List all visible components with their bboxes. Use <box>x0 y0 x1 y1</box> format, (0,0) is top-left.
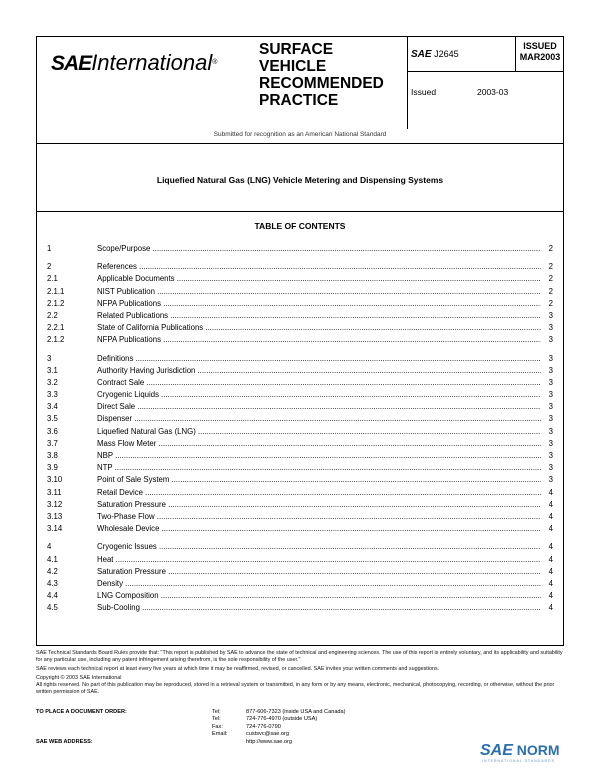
sae-logo <box>51 51 217 76</box>
toc-page: 4 <box>541 590 553 602</box>
toc-number: 3.11 <box>47 487 62 497</box>
toc-text: Retail Device ..... <box>97 487 543 499</box>
toc-text: Saturation Pressure ..... <box>97 499 543 511</box>
doc-type-line: PRACTICE <box>259 92 339 109</box>
toc-page: 2 <box>541 261 553 273</box>
toc-text: NTP ..... <box>97 462 543 474</box>
toc-text: Sub-Cooling ..... <box>97 602 543 614</box>
toc-number: 4.2 <box>47 566 58 576</box>
doc-number: J2645 <box>434 49 459 59</box>
toc-entry <box>47 554 557 566</box>
toc-page: 3 <box>541 365 553 377</box>
toc-entry <box>47 334 557 346</box>
toc-entry <box>47 322 557 334</box>
email-label: Email: <box>212 730 228 737</box>
toc-page: 3 <box>541 401 553 413</box>
toc-number: 3.6 <box>47 426 58 436</box>
toc-entry <box>47 511 557 523</box>
divider <box>515 37 516 71</box>
issued-box <box>517 41 563 63</box>
toc-number: 3 <box>47 353 52 363</box>
toc-number: 4.3 <box>47 578 58 588</box>
toc-entry <box>47 566 557 578</box>
toc-number: 3.7 <box>47 438 58 448</box>
toc-number: 3.10 <box>47 475 63 485</box>
toc-text: Heat ..... <box>97 554 543 566</box>
submitted-note: Submitted for recognition as an American National Standard <box>213 131 387 138</box>
toc-number: 2.2.1 <box>47 323 65 333</box>
toc-page: 2 <box>541 273 553 285</box>
tel-label: Tel: <box>212 709 221 715</box>
web-label: SAE WEB ADDRESS: <box>36 739 93 745</box>
toc-text: Authority Having Jurisdiction ..... <box>97 365 543 377</box>
toc-text: NIST Publication ..... <box>97 286 543 298</box>
toc-text: Cryogenic Issues ..... <box>97 541 543 553</box>
toc-number: 3.5 <box>47 414 58 424</box>
doc-type-line: SURFACE <box>259 41 334 58</box>
toc-text: Definitions ..... <box>97 353 543 365</box>
toc-page: 3 <box>541 426 553 438</box>
doc-type-line: RECOMMENDED <box>259 75 384 92</box>
toc-number: 3.2 <box>47 377 58 387</box>
toc-page: 4 <box>541 566 553 578</box>
toc-number: 4.1 <box>47 554 58 564</box>
toc-page: 4 <box>541 578 553 590</box>
toc-page: 4 <box>541 554 553 566</box>
title-box <box>37 143 563 212</box>
toc-number: 2.2 <box>47 310 58 320</box>
fax-value: 724-776-0790 <box>246 723 281 730</box>
footer-rights: All rights reserved. No part of this publication may be reproduced, stored in a retrieval system or transmitted, in any form or by any means, electronic, mechanical, photocopying, recording, or otherwise, without the prior written permission of SAE. <box>36 682 555 695</box>
toc-page: 3 <box>541 450 553 462</box>
toc-number: 2.1.1 <box>47 286 65 296</box>
toc-heading: TABLE OF CONTENTS <box>254 221 346 231</box>
toc-page: 3 <box>541 389 553 401</box>
toc-page: 4 <box>541 523 553 535</box>
toc-text: Cryogenic Liquids ..... <box>97 389 543 401</box>
toc-entry <box>47 438 557 450</box>
toc-text: LNG Composition ..... <box>97 590 543 602</box>
sae-norm-mark: SAE <box>480 742 513 759</box>
divider <box>407 71 563 72</box>
toc-text: NFPA Publications ..... <box>97 334 543 346</box>
toc-page: 3 <box>541 353 553 365</box>
toc-entry <box>47 413 557 425</box>
document-number <box>411 49 459 60</box>
logo-trademark: ® <box>212 59 218 66</box>
toc-entry <box>47 243 557 255</box>
toc-page: 3 <box>541 438 553 450</box>
toc-entry <box>47 377 557 389</box>
sae-norm-text: NORM <box>516 742 560 758</box>
logo-international: International <box>91 50 213 75</box>
document-type <box>259 41 407 109</box>
document-title: Liquefied Natural Gas (LNG) Vehicle Metering and Dispensing Systems <box>156 175 444 185</box>
toc-text: Wholesale Device ..... <box>97 523 543 535</box>
toc-text: State of California Publications ..... <box>97 322 543 334</box>
toc-entry <box>47 450 557 462</box>
toc-page: 3 <box>541 462 553 474</box>
toc-page: 4 <box>541 602 553 614</box>
toc-text: Direct Sale ..... <box>97 401 543 413</box>
toc-entry <box>47 286 557 298</box>
toc-number: 3.12 <box>47 499 63 509</box>
toc-text: Point of Sale System ..... <box>97 474 543 486</box>
toc-entry <box>47 541 557 553</box>
toc-page: 3 <box>541 334 553 346</box>
toc-number: 4.5 <box>47 603 58 613</box>
toc-number: 2 <box>47 262 52 272</box>
issued-word: Issued <box>411 87 437 97</box>
footer-rules: SAE Technical Standards Board Rules provide that: "This report is published by SAE to advance the state of technical and engineering sciences. The use of this report is entirely voluntary, and its applicability and suitability for any particular use, including any patent infringement arising therefrom, is the sole responsibility of the user." <box>36 650 563 663</box>
tel2-label: Tel: <box>212 716 221 723</box>
toc-text: Two-Phase Flow ..... <box>97 511 543 523</box>
toc-number: 2.1.2 <box>47 335 65 345</box>
toc-entry <box>47 365 557 377</box>
toc-page: 4 <box>541 499 553 511</box>
toc-text: Liquefied Natural Gas (LNG) ..... <box>97 426 543 438</box>
toc-page: 3 <box>541 310 553 322</box>
order-label: TO PLACE A DOCUMENT ORDER: <box>36 709 127 715</box>
toc-page: 3 <box>541 377 553 389</box>
toc-entry <box>47 261 557 273</box>
toc-entry <box>47 426 557 438</box>
toc-page: 2 <box>541 298 553 310</box>
toc-entry <box>47 273 557 285</box>
toc-number: 1 <box>47 244 52 253</box>
toc-text: NFPA Publications ..... <box>97 298 543 310</box>
sae-norm-logo <box>480 742 560 763</box>
toc-entry <box>47 523 557 535</box>
toc-entry <box>47 353 557 365</box>
toc-number: 3.1 <box>47 365 58 375</box>
toc-number: 4.4 <box>47 591 58 601</box>
toc-entry <box>47 401 557 413</box>
toc-entry <box>47 602 557 614</box>
toc-text: Density ..... <box>97 578 543 590</box>
toc-entry <box>47 590 557 602</box>
toc-entry <box>47 487 557 499</box>
toc-entry <box>47 298 557 310</box>
toc-number: 3.13 <box>47 511 63 521</box>
toc-text: NBP ..... <box>97 450 543 462</box>
toc-number: 3.9 <box>47 463 58 473</box>
toc-number: 2.1 <box>47 274 58 284</box>
tel-value: 877-606-7323 (inside USA and Canada) <box>246 709 346 715</box>
footer-notes <box>36 650 564 698</box>
toc-number: 2.1.2 <box>47 298 65 308</box>
toc-number: 3.4 <box>47 402 58 412</box>
issued-code: MAR2003 <box>519 52 561 62</box>
toc-page: 4 <box>541 487 553 499</box>
issued-date: 2003-03 <box>477 87 509 97</box>
toc-number: 3.3 <box>47 390 58 400</box>
toc-text: Related Publications ..... <box>97 310 543 322</box>
toc-number: 3.8 <box>47 451 58 460</box>
toc-page: 4 <box>541 511 553 523</box>
toc-entry <box>47 499 557 511</box>
email-value: custsvc@sae.org <box>246 730 289 737</box>
toc-entry <box>47 462 557 474</box>
toc-page: 3 <box>541 413 553 425</box>
toc-entry <box>47 578 557 590</box>
toc-number: 4 <box>47 542 52 552</box>
divider <box>407 37 408 129</box>
toc-text: References ..... <box>97 261 543 273</box>
toc-page: 2 <box>541 243 553 255</box>
sae-norm-sub: INTERNATIONAL STANDARDS <box>482 759 555 763</box>
toc-text: Mass Flow Meter ..... <box>97 438 543 450</box>
footer-review: SAE reviews each technical report at least every five years at which time it may be reaffirmed, revised, or cancelled. SAE invites your written comments and suggestions. <box>36 666 440 672</box>
doc-prefix: SAE <box>411 49 432 60</box>
toc-entry <box>47 310 557 322</box>
toc-page: 3 <box>541 474 553 486</box>
table-of-contents <box>47 243 557 614</box>
toc-text: Scope/Purpose ..... <box>97 243 543 255</box>
toc-text: Contract Sale ..... <box>97 377 543 389</box>
issued-label: ISSUED <box>523 41 557 51</box>
fax-label: Fax: <box>212 723 223 730</box>
toc-text: Applicable Documents ..... <box>97 273 543 285</box>
toc-number: 3.14 <box>47 524 63 534</box>
toc-entry <box>47 389 557 401</box>
toc-entry <box>47 474 557 486</box>
toc-text: Dispenser ..... <box>97 413 543 425</box>
tel2-value: 724-776-4970 (outside USA) <box>246 716 318 723</box>
document-header <box>37 37 563 144</box>
doc-type-line: VEHICLE <box>259 58 327 75</box>
footer-copyright: Copyright © 2003 SAE International <box>36 675 122 681</box>
toc-text: Saturation Pressure ..... <box>97 566 543 578</box>
toc-page: 4 <box>541 541 553 553</box>
web-value: http://www.sae.org <box>246 739 293 745</box>
document-frame <box>36 36 564 646</box>
toc-page: 2 <box>541 286 553 298</box>
logo-sae: SAE <box>51 52 92 75</box>
toc-page: 3 <box>541 322 553 334</box>
